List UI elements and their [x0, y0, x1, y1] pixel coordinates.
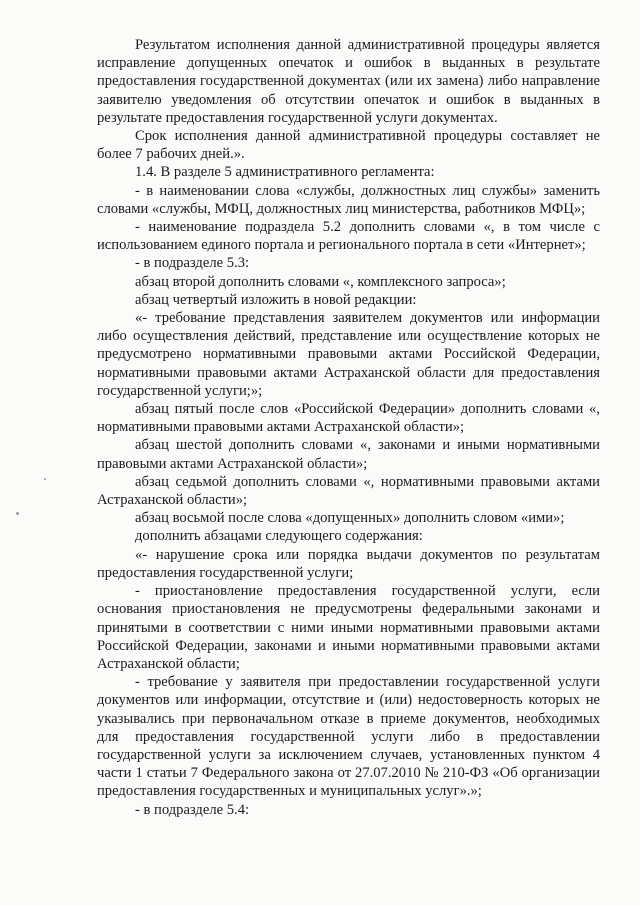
paragraph-subsection-5-4: - в подразделе 5.4: [135, 801, 250, 818]
paragraph-abzac-8: абзац восьмой после слова «допущенных» дополнить словом «ими»; [135, 510, 565, 527]
paragraph-section-5: 1.4. В разделе 5 административного регламента: [135, 164, 435, 181]
paragraph-subsection-5-2: - наименование подраздела 5.2 дополнить словами «, в том числе с использованием единого портала и регионального портала в сети «Интернет»; [97, 219, 600, 254]
paragraph-abzac-6: абзац шестой дополнить словами «, законами и иными нормативными правовыми актами Астраханской области»; [97, 437, 600, 472]
paragraph-requirement: - требование у заявителя при предоставлении государственной услуги документов или информации, отсутствие и (или) недостоверность которых не указывались при первоначальном отказе в приеме документов, необходимых для предоставления государственной услуги либо в предоставлении государственной услуги за исключением случаев, установленных пунктом 4 части 1 статьи 7 Федерального закона от 27.07.2010 № 210-ФЗ «Об организации предоставления государственных и муниципальных услуг».»; [97, 674, 600, 800]
paragraph-add-abzacs: дополнить абзацами следующего содержания: [135, 528, 423, 545]
scan-speck [44, 478, 46, 480]
paragraph-abzac-2: абзац второй дополнить словами «, комплексного запроса»; [135, 273, 506, 290]
paragraph-deadline: Срок исполнения данной административной процедуры составляет не более 7 рабочих дней.». [97, 128, 600, 163]
paragraph-abzac-4-text: «- требование представления заявителем документов или информации либо осуществления действий, представление или осуществление которых не предусмотрено нормативными правовыми актами Российской Федерации, нормативными правовыми актами Астраханской области для предоставления государственной услуги;»; [97, 310, 600, 399]
paragraph-suspension: - приостановление предоставления государственной услуги, если основания приостановления не предусмотрены федеральными законами и принятыми в соответствии с ними иными нормативными правовыми актами Российской Федерации, законами и иными нормативными правовыми актами Астраханской области; [97, 583, 600, 672]
paragraph-abzac-4: абзац четвертый изложить в новой редакции: [135, 291, 417, 308]
paragraph-subsection-5-3: - в подразделе 5.3: [135, 255, 250, 272]
paragraph-result: Результатом исполнения данной административной процедуры является исправление допущенных опечаток и ошибок в выданных в результате предоставления государственной документах (или их замена) либо направление заявителю уведомления об отсутствии опечаток и ошибок в выданных в результате предоставления государственной услуги документах. [97, 37, 600, 126]
scan-speck [16, 512, 19, 515]
paragraph-violation: «- нарушение срока или порядка выдачи документов по результатам предоставления государственной услуги; [97, 546, 600, 581]
paragraph-abzac-7: абзац седьмой дополнить словами «, нормативными правовыми актами Астраханской области»; [97, 473, 600, 509]
paragraph-abzac-5: абзац пятый после слов «Российской Федерации» дополнить словами «, нормативными правовыми актами Астраханской области»; [97, 401, 600, 436]
paragraph-title-replace: - в наименовании слова «службы, должностных лиц службы» заменить словами «службы, МФЦ, должностных лиц министерства, работников МФЦ»; [97, 182, 600, 217]
